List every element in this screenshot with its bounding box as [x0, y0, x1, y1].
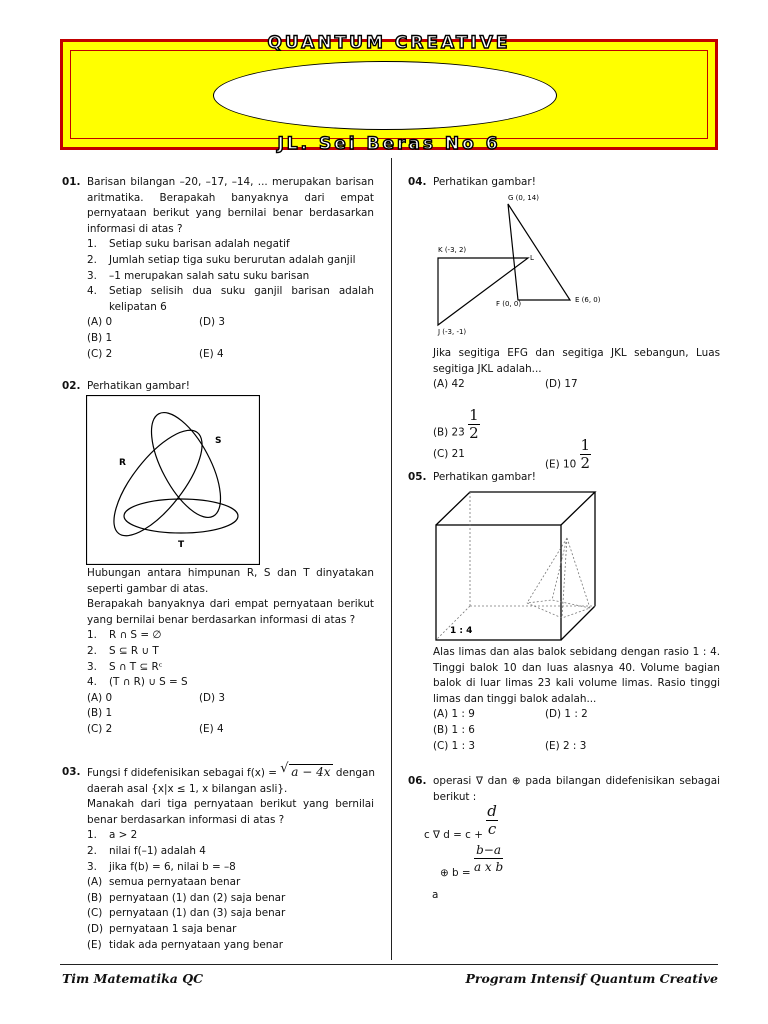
sqrt-expression: √ a − 4x: [280, 761, 331, 779]
option-e[interactable]: (E) 4: [199, 347, 224, 360]
option-e[interactable]: (E) tidak ada pernyataan yang benar: [87, 938, 283, 951]
label-t: T: [178, 540, 185, 550]
question-text: Manakah dari tiga pernyataan berikut yang bernilai benar berdasarkan informasi di atas ?: [87, 798, 374, 826]
fraction: $\frac{b-a}{\text{a x b}}$: [473, 843, 504, 874]
fraction: $\frac{1}{2}$: [469, 405, 479, 442]
option-b[interactable]: (B) 1: [87, 707, 113, 720]
header-banner: [60, 33, 718, 155]
question-number: 04.: [408, 176, 427, 188]
point-j-label: J (-3, -1): [438, 328, 467, 336]
function-domain: daerah asal {x|x ≤ 1, x bilangan asli}.: [87, 782, 288, 795]
question-02-text: [87, 566, 374, 738]
point-k-label: K (-3, 2): [438, 246, 467, 254]
question-body: [433, 470, 720, 486]
definition-nabla: c ∇ d = c + $\frac{d}{c}$: [424, 802, 497, 841]
question-body: [87, 175, 374, 362]
cuboid-top-face: [436, 492, 595, 525]
statement-list: [87, 828, 374, 875]
question-body: [433, 175, 720, 191]
question-body: [433, 774, 720, 805]
question-text: Hubungan antara himpunan R, S dan T dinyatakan seperti gambar di atas.: [87, 567, 374, 595]
list-item: 2. nilai f(–1) adalah 4: [87, 844, 206, 857]
question-number: 01.: [62, 176, 81, 188]
option-d[interactable]: (D) pernyataan 1 saja benar: [87, 922, 237, 935]
list-item: 2. S ⊆ R ∪ T: [87, 644, 159, 657]
question-intro: Perhatikan gambar!: [433, 176, 536, 188]
question-body: [87, 761, 375, 953]
option-d[interactable]: (D) 3: [199, 316, 226, 329]
point-l-label: L: [530, 254, 534, 262]
point-f-label: F (0, 0): [496, 300, 522, 308]
question-text: Barisan bilangan –20, –17, –14, ... merupakan barisan aritmatika. Berapakah banyaknya dari empat pernyataan berikut yang bernilai benar berdasarkan informasi di atas ?: [87, 176, 374, 235]
point-g-label: G (0, 14): [508, 194, 539, 202]
label-r: R: [119, 458, 126, 468]
list-item: 4. (T ∩ R) ∪ S = S: [87, 676, 188, 689]
banner-title: QUANTUM CREATIVE: [267, 33, 511, 53]
option-d[interactable]: (D) 17: [545, 378, 578, 391]
option-a[interactable]: (A) 0: [87, 316, 113, 329]
list-item: 1. a > 2: [87, 829, 138, 842]
option-c[interactable]: (C) pernyataan (1) dan (3) saja benar: [87, 907, 286, 920]
question-text: operasi ∇ dan ⊕ pada bilangan didefenisikan sebagai berikut :: [433, 775, 720, 803]
triangle-diagram: [432, 190, 612, 340]
function-definition: Fungsi f didefenisikan sebagai f(x) = √ a − 4x dengan: [87, 761, 375, 779]
set-t-ellipse: [124, 499, 238, 533]
question-05-text: [433, 645, 720, 754]
footer-program: Program Intensif Quantum Creative: [465, 971, 718, 986]
question-text: Alas limas dan alas balok sebidang dengan rasio 1 : 4. Tinggi balok 10 dan luas alasnya 40. Volume bagian balok di luar limas 23 kali volume limas. Rasio tinggi limas dan tinggi balok adalah...: [433, 646, 720, 705]
footer-rule: [60, 964, 718, 965]
question-number: 05.: [408, 471, 427, 483]
triangle-jkl: [438, 258, 528, 325]
list-item: 1. R ∩ S = ∅: [87, 629, 162, 642]
triangle-efg: [508, 204, 570, 300]
option-a[interactable]: (A) 0: [87, 691, 113, 704]
option-e[interactable]: (E) 10 $\frac{1}{2}$: [545, 435, 591, 472]
question-text: Berapakah banyaknya dari empat pernyataan berikut yang bernilai benar berdasarkan informasi di atas ?: [87, 598, 374, 626]
question-number: 03.: [62, 766, 81, 778]
definition-oplus: ⊕ b = $\frac{b-a}{\text{a x b}}$: [440, 843, 504, 879]
option-e[interactable]: (E) 4: [199, 722, 224, 735]
column-divider: [391, 158, 392, 960]
venn-diagram: [86, 395, 260, 565]
option-c[interactable]: (C) 1 : 3: [433, 739, 475, 752]
cuboid-pyramid-diagram: [432, 488, 608, 644]
cuboid-front-face: [436, 525, 561, 640]
answer-options: [87, 875, 374, 953]
option-row: [433, 377, 720, 393]
option-e[interactable]: (E) 2 : 3: [545, 739, 587, 752]
option-b[interactable]: (B) 1 : 6: [433, 723, 475, 736]
option-b[interactable]: (B) pernyataan (1) dan (2) saja benar: [87, 891, 286, 904]
set-r-ellipse: [99, 417, 217, 549]
option-a[interactable]: (A) semua pernyataan benar: [87, 876, 241, 889]
statement-list: [87, 237, 374, 315]
list-item: 1. Setiap suku barisan adalah negatif: [87, 238, 290, 251]
option-row: [433, 435, 720, 472]
question-04-text: [433, 346, 720, 472]
list-item: 3. jika f(b) = 6, nilai b = –8: [87, 860, 236, 873]
trailing-text: a: [432, 889, 439, 901]
answer-options: [87, 315, 374, 362]
option-c[interactable]: (C) 2: [87, 347, 113, 360]
option-c[interactable]: (C) 2: [87, 722, 113, 735]
option-c[interactable]: (C) 21: [433, 447, 465, 460]
ratio-label: 1 : 4: [450, 626, 473, 636]
list-item: 2. Jumlah setiap tiga suku berurutan adalah ganjil: [87, 253, 356, 266]
option-b[interactable]: (B) 1: [87, 331, 113, 344]
question-intro: Perhatikan gambar!: [433, 471, 536, 483]
point-e-label: E (6, 0): [575, 296, 601, 304]
option-d[interactable]: (D) 3: [199, 691, 226, 704]
set-s-ellipse: [138, 403, 235, 528]
banner-logo-oval: [213, 61, 557, 130]
option-b[interactable]: (B) 23 $\frac{1}{2}$: [433, 405, 479, 442]
option-a[interactable]: (A) 42: [433, 378, 465, 391]
question-intro: Perhatikan gambar!: [87, 380, 190, 392]
fraction: $\frac{d}{c}$: [487, 802, 497, 838]
cuboid-bottom-right-edge: [561, 606, 595, 640]
option-a[interactable]: (A) 1 : 9: [433, 708, 475, 721]
banner-address: JL. Sei Beras No 6: [277, 134, 501, 155]
option-row: [433, 393, 720, 442]
list-item: 3. –1 merupakan salah satu suku barisan: [87, 269, 310, 282]
answer-options: [87, 691, 374, 738]
fraction: $\frac{1}{2}$: [580, 435, 591, 472]
list-item: 3. S ∩ T ⊆ Rᶜ: [87, 660, 163, 673]
list-item: 4. Setiap selisih dua suku ganjil barisan adalah kelipatan 6: [87, 285, 374, 313]
footer-team: Tim Matematika QC: [62, 971, 204, 986]
option-d[interactable]: (D) 1 : 2: [545, 708, 588, 721]
question-number: 06.: [408, 775, 427, 787]
statement-list: [87, 628, 374, 690]
label-s: S: [215, 436, 222, 446]
question-number: 02.: [62, 380, 81, 392]
question-text: Jika segitiga EFG dan segitiga JKL sebangun, Luas segitiga JKL adalah...: [433, 347, 720, 375]
question-body: [87, 379, 374, 395]
answer-options: [433, 707, 720, 754]
